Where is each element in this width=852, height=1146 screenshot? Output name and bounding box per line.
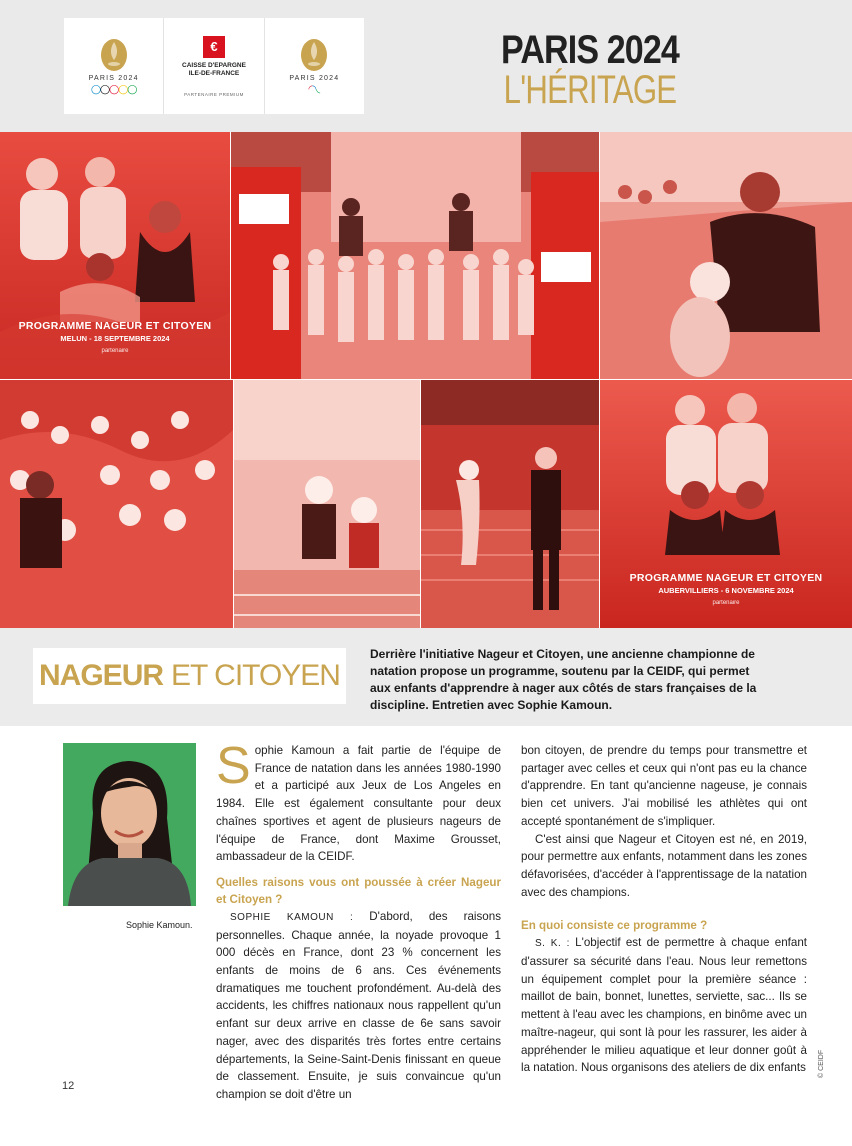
photo-champion-child — [600, 132, 852, 379]
flame-icon — [99, 38, 129, 72]
paris2024-paralympic-logo — [265, 18, 364, 114]
article-column-1 — [216, 737, 501, 1104]
speaker-label: SOPHIE KAMOUN : — [230, 911, 354, 923]
header-band — [0, 0, 852, 132]
interview-question: Quelles raisons vous ont poussée à créer Nageur et Citoyen ? — [216, 875, 501, 906]
article-paragraph: ophie Kamoun a fait partie de l'équipe de France de natation dans les années 1980-1990 et a participé aux Jeux de Los Angeles en 1984. Elle est également consultante pour deux chaînes sportives et agent de plusieurs nageurs de l'équipe de France, dont Maxime Grousset, ambassadeur de la CEIDF. — [216, 744, 501, 864]
article-paragraph: bon citoyen, de prendre du temps pour transmettre et partager avec celles et ceux qui n'ont pas eu la chance d'apprendre. En tant qu'ancienne nageuse, je connais bien cet univers. J'ai mobilisé les athlètes qui ont accepté spontanément de s'impliquer. — [521, 744, 807, 828]
photo-pool-ladder — [234, 380, 420, 628]
page-title: PARIS 2024 — [501, 28, 679, 72]
logo-name-line1: CAISSE D'EPARGNE — [182, 61, 246, 69]
partner-label: partenaire — [101, 348, 129, 354]
badge-strong: NAGEUR — [39, 659, 164, 692]
photo-kids-water — [0, 380, 233, 628]
olympic-rings-icon: ◯◯◯◯◯ — [90, 83, 137, 94]
article-paragraph: D'abord, des raisons personnelles. Chaque année, la noyade provoque 1 000 décès en France, dont 23 % concernent les enfants de moins de 6 ans. Ces événements dramatiques me touchent profondément. Au-delà des accidents, les chiffres nationaux nous rappellent qu'un enfant sur deux arrive en classe de 6e sans savoir nager, avec des disparités très fortes entre certains départements, la Seine-Saint-Denis finissant en queue de classement. Ensuite, je suis convaincue qu'un champion se doit d'être un — [216, 909, 501, 1101]
photo-melun-poster — [0, 132, 230, 379]
page-number: 12 — [62, 1080, 75, 1092]
photo-mosaic — [0, 132, 852, 628]
intro-lead: Derrière l'initiative Nageur et Citoyen, une ancienne championne de natation propose un programme, soutenu par la CEIDF, qui permet aux enfants d'apprendre à nager aux côtés de stars françaises de la discipline. Entretien avec Sophie Kamoun. — [370, 647, 757, 712]
flame-icon — [299, 38, 329, 72]
article-column-2 — [521, 742, 807, 1077]
program-location-date: AUBERVILLIERS - 6 NOVEMBRE 2024 — [658, 586, 794, 595]
article-paragraph: C'est ainsi que Nageur et Citoyen est né, en 2019, pour permettre aux enfants, notamment dans les zones défavorisées, d'accéder à l'apprentissage de la natation avec des champions. — [521, 832, 807, 899]
squirrel-icon: € — [203, 36, 225, 58]
photo-aubervilliers-poster — [600, 380, 852, 628]
portrait-photo — [63, 743, 196, 906]
paris2024-olympic-logo — [64, 18, 164, 114]
partner-label: partenaire — [712, 600, 740, 606]
program-title: PROGRAMME NAGEUR ET CITOYEN — [18, 320, 212, 332]
logo-text: PARIS 2024 — [88, 74, 139, 82]
agitos-icon: ◜◝◟ — [308, 83, 321, 95]
program-title: PROGRAMME NAGEUR ET CITOYEN — [629, 572, 823, 584]
photo-group-kids — [231, 132, 599, 379]
logo-name-line2: ILE-DE-FRANCE — [188, 69, 240, 77]
portrait-caption: Sophie Kamoun. — [126, 920, 193, 930]
section-badge — [33, 648, 346, 704]
partner-logos — [64, 18, 364, 114]
badge-light: ET CITOYEN — [171, 659, 340, 692]
interview-question: En quoi consiste ce programme ? — [521, 919, 708, 933]
drop-cap: S — [216, 737, 251, 795]
logo-text: PARIS 2024 — [289, 74, 340, 82]
photo-child-diving — [421, 380, 599, 628]
caisse-epargne-logo — [164, 18, 264, 114]
program-location-date: MELUN - 18 SEPTEMBRE 2024 — [60, 334, 170, 343]
partner-label: PARTENAIRE PREMIUM — [184, 91, 244, 97]
page-subtitle: L'HÉRITAGE — [503, 68, 677, 112]
photo-credit: © CEIDF — [818, 1049, 825, 1078]
article-paragraph: L'objectif est de permettre à chaque enfant d'assurer sa sécurité dans l'eau. Nous leur remettons un équipement complet pour la première séance : maillot de bain, bonnet, lunettes, serviette, sac... Ils se mettent à l'eau avec les champions, en binôme avec un maître-nageur, qui sont là pour les rassurer, les aider à appréhender le milieu aquatique et leur donner goût à la natation. Nous organisons des ateliers de dix enfants — [521, 936, 807, 1075]
speaker-label: S. K. : — [535, 938, 570, 950]
